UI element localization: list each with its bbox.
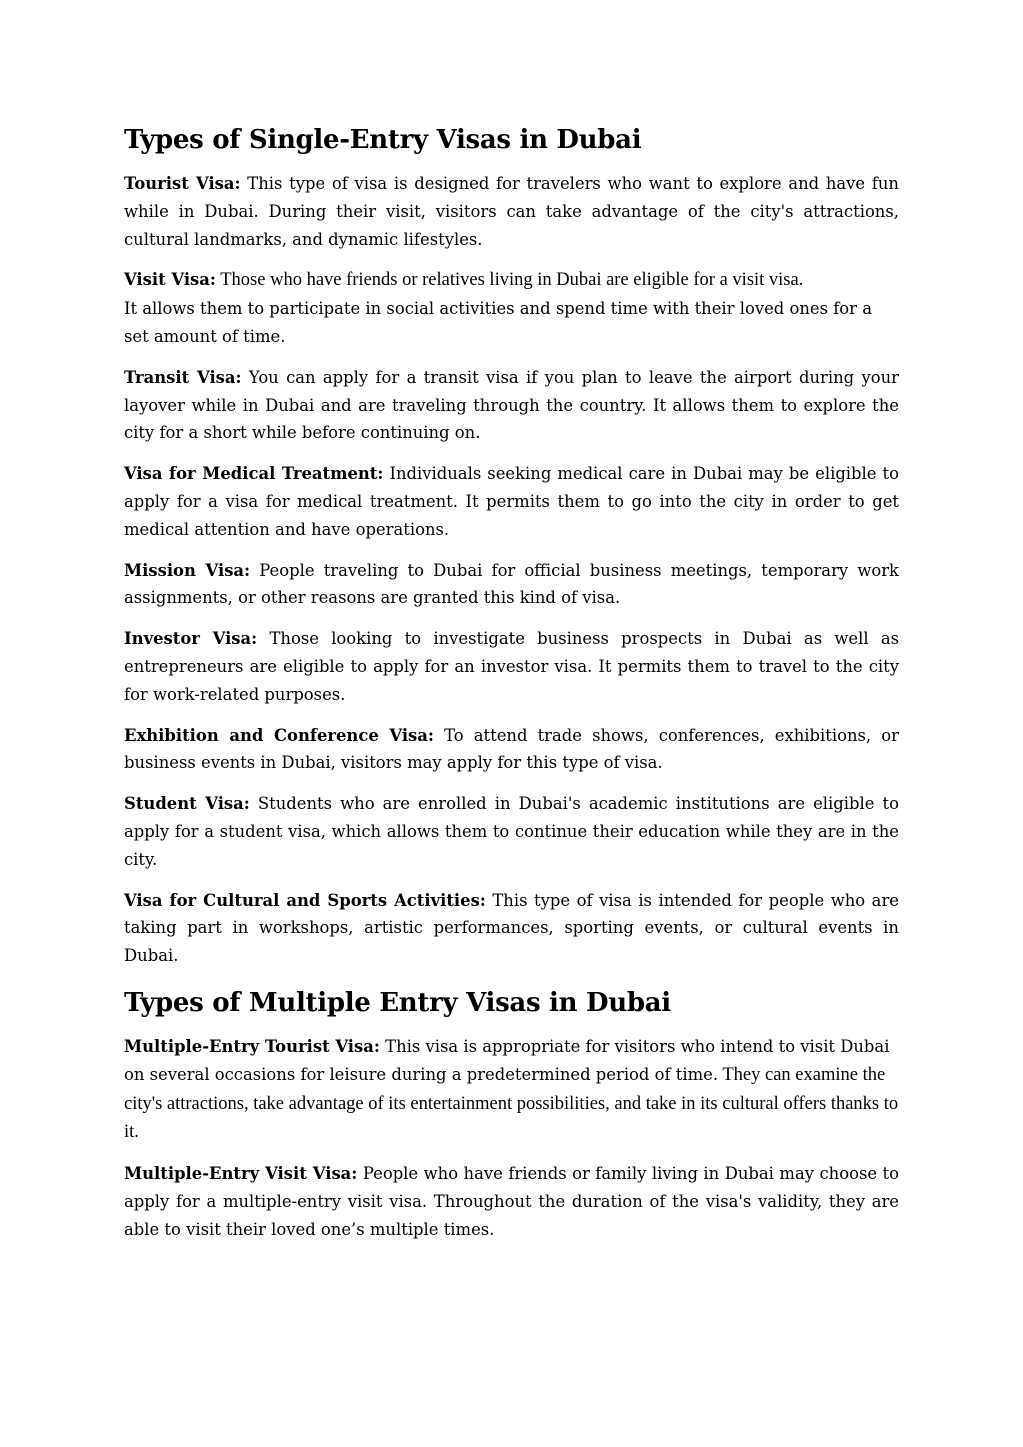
desc-transit-visa: You can apply for a transit visa if you plan to leave the airport during your layover while in Dubai and are traveling through the country. It allows them to explore the city for a short while before continuing on. (124, 367, 899, 443)
paragraph-exhibition-visa (124, 722, 899, 778)
heading-single-entry-visas: Types of Single-Entry Visas in Dubai (124, 125, 642, 155)
paragraph-investor-visa (124, 625, 899, 708)
desc-tourist-visa: This type of visa is designed for travelers who want to explore and have fun while in Dubai. During their visit, visitors can take advantage of the city's attractions, cultural landmarks, and dynamic lifestyles. (124, 174, 899, 249)
paragraph-visit-visa (124, 266, 899, 350)
desc-cultural-sports-visa: This type of visa is intended for people who are taking part in workshops, artistic performances, sporting events, or cultural events in Dubai. (124, 890, 899, 966)
term-medical-visa: Visa for Medical Treatment: (124, 464, 384, 484)
paragraph-mission-visa (124, 557, 899, 613)
term-mission-visa: Mission Visa: (124, 560, 251, 580)
paragraph-medical-visa (124, 460, 899, 543)
paragraph-multiple-tourist-visa (124, 1033, 899, 1147)
term-investor-visa: Investor Visa: (124, 629, 258, 649)
desc-mission-visa: People traveling to Dubai for official business meetings, temporary work assignments, or other reasons are granted this kind of visa. (124, 560, 899, 608)
term-exhibition-visa: Exhibition and Conference Visa: (124, 725, 434, 745)
paragraph-transit-visa (124, 364, 899, 447)
document-page (124, 120, 899, 1257)
term-tourist-visa: Tourist Visa: (124, 174, 241, 193)
desc-multiple-tourist-visa-first: This visa is appropriate for visitors who intend to visit Dubai on several occasions for leisure during a predetermined period of time. (124, 1036, 890, 1084)
paragraph-cultural-sports-visa (124, 887, 899, 970)
desc-multiple-visit-visa: People who have friends or family living in Dubai may choose to apply for a multiple-entry visit visa. Throughout the duration of the visa's validity, they are able to visit their loved one’s multiple times. (124, 1164, 899, 1239)
desc-visit-visa-first: Those who have friends or relatives living in Dubai are eligible for a visit visa. (215, 270, 804, 291)
desc-investor-visa: Those looking to investigate business prospects in Dubai as well as entrepreneurs are eligible to apply for an investor visa. It permits them to travel to the city for work-related purposes. (124, 629, 900, 704)
desc-multiple-tourist-visa-second: They can examine the city's attractions, take advantage of its entertainment possibilities, and take in its cultural offers thanks to it. (124, 1064, 899, 1143)
desc-medical-visa: Individuals seeking medical care in Dubai may be eligible to apply for a visa for medical treatment. It permits them to go into the city in order to get medical attention and have operations. (124, 464, 899, 539)
desc-student-visa: Students who are enrolled in Dubai's academic institutions are eligible to apply for a student visa, which allows them to continue their education while they are in the city. (124, 794, 899, 869)
paragraph-multiple-visit-visa (124, 1160, 899, 1243)
term-multiple-visit-visa: Multiple-Entry Visit Visa: (124, 1164, 358, 1184)
paragraph-student-visa (124, 790, 899, 873)
term-cultural-sports-visa: Visa for Cultural and Sports Activities: (124, 890, 486, 910)
desc-visit-visa-second: It allows them to participate in social activities and spend time with their loved ones for a set amount of time. (124, 299, 872, 346)
term-student-visa: Student Visa: (124, 794, 250, 814)
term-visit-visa: Visit Visa: (124, 270, 216, 290)
term-multiple-tourist-visa: Multiple-Entry Tourist Visa: (124, 1036, 380, 1056)
term-transit-visa: Transit Visa: (124, 367, 242, 387)
paragraph-tourist-visa (124, 170, 899, 253)
heading-multiple-entry-visas: Types of Multiple Entry Visas in Dubai (124, 987, 671, 1018)
desc-exhibition-visa: To attend trade shows, conferences, exhibitions, or business events in Dubai, visitors may apply for this type of visa. (124, 725, 899, 773)
